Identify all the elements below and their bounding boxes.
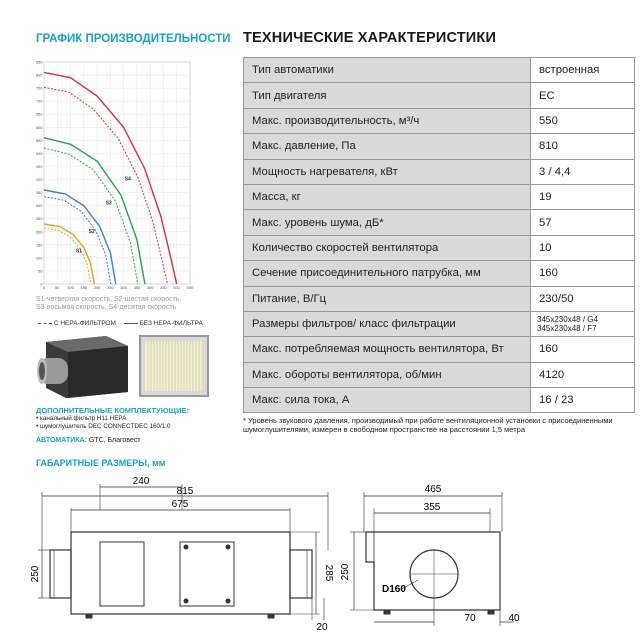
chart-title: ГРАФИК ПРОИЗВОДИТЕЛЬНОСТИ [36, 33, 231, 45]
accessories-list [36, 415, 171, 430]
y-tick-label: 850 [35, 59, 43, 65]
spec-key: Макс. потребляемая мощность вентилятора, Вт [244, 337, 531, 362]
x-tick-label: 100 [67, 285, 74, 290]
spec-value: 57 [531, 210, 635, 235]
spec-value: 19 [531, 184, 635, 209]
x-tick-label: 50 [55, 285, 60, 290]
dim-40: 40 [508, 613, 520, 624]
accessory-item: • шумоглушитель DEC CONNECTDEC 160/1.0 [36, 422, 171, 430]
table-row [244, 83, 635, 108]
y-tick-label: 100 [35, 255, 43, 261]
table-row [244, 235, 635, 260]
spec-key: Питание, В/Гц [244, 286, 531, 311]
spec-key: Тип двигателя [244, 83, 531, 108]
y-tick-label: 400 [35, 177, 43, 183]
spec-value: 550 [531, 108, 635, 133]
hepa-filter-image [134, 330, 214, 402]
x-tick-label: 150 [80, 285, 88, 290]
spec-value: встроенная [531, 58, 635, 83]
y-tick-label: 50 [38, 268, 43, 274]
spec-key: Сечение присоединительного патрубка, мм [244, 261, 531, 286]
table-row [244, 210, 635, 235]
series-line [44, 138, 145, 284]
filter-legend [38, 320, 203, 327]
y-tick-label: 550 [35, 137, 43, 143]
duct-filter-image [36, 332, 132, 400]
dim-250: 250 [30, 565, 41, 583]
y-tick-label: 0 [40, 281, 43, 287]
spec-value: 230/50 [531, 286, 635, 311]
y-tick-label: 600 [35, 124, 43, 130]
spec-key: Макс. сила тока, А [244, 388, 531, 413]
accessory-item: • канальный фильтр H11 HEPA [36, 415, 127, 422]
y-tick-label: 150 [35, 242, 43, 248]
dim-355: 355 [423, 502, 441, 513]
y-tick-label: 650 [35, 111, 43, 117]
spec-key: Макс. производительность, м³/ч [244, 108, 531, 133]
spec-value: 10 [531, 235, 635, 260]
y-tick-label: 250 [35, 216, 43, 222]
filter-size-f7: 345x230x48 / F7 [537, 324, 597, 334]
y-tick-label: 750 [35, 85, 43, 91]
spec-value: 3 / 4,4 [531, 159, 635, 184]
x-tick-label: 400 [146, 285, 154, 290]
y-tick-label: 450 [35, 163, 43, 169]
x-tick-label: 350 [133, 285, 141, 290]
table-row [244, 388, 635, 413]
series-label: S1 [75, 248, 82, 255]
table-row [244, 362, 635, 387]
table-row [244, 108, 635, 133]
spec-value: EC [531, 83, 635, 108]
end-view-drawing [338, 470, 636, 634]
automation-value: GTC, Благовест [88, 437, 141, 444]
performance-chart [34, 58, 192, 290]
table-row [244, 159, 635, 184]
y-tick-label: 800 [35, 72, 43, 78]
x-tick-label: 450 [160, 285, 167, 290]
x-tick-label: 500 [173, 285, 181, 290]
table-row [244, 337, 635, 362]
table-row [244, 286, 635, 311]
speed-legend [36, 296, 181, 312]
dashed-line-icon [38, 323, 52, 324]
automation-label: АВТОМАТИКА: [36, 437, 87, 444]
series-label: S2 [88, 229, 95, 236]
spec-value: 160 [531, 261, 635, 286]
spec-key: Макс. давление, Па [244, 134, 531, 159]
x-tick-label: 250 [107, 285, 114, 290]
solid-line-icon [124, 323, 138, 324]
dim-70: 70 [464, 613, 476, 624]
y-tick-label: 700 [35, 98, 43, 104]
table-row [244, 311, 635, 336]
chart-frame [44, 62, 190, 284]
spec-key: Размеры фильтров/ класс фильтрации [244, 311, 531, 336]
y-tick-label: 200 [35, 229, 43, 235]
series-label: S3 [105, 200, 112, 207]
filter-with-label: С НЕРА-ФИЛЬТРОМ [53, 320, 116, 327]
spec-value: 160 [531, 337, 635, 362]
x-tick-label: 550 [186, 285, 194, 290]
footnote: * Уровень звукового давления, производимый при работе вентиляционной установки с присоединенными шумоглушителями, измерен в свободном пространстве на расстоянии 1,5 метра [243, 416, 613, 435]
dim-250-end: 250 [340, 563, 351, 581]
series-line [44, 224, 94, 284]
series-line-hepa [44, 87, 167, 284]
dim-285: 285 [323, 564, 334, 582]
speed-legend-line: S1-четвертая скорость, S2-шестая скорость, [36, 296, 182, 303]
filter-without-label: БЕЗ НЕРА-ФИЛЬТРА [139, 320, 203, 327]
spec-value [531, 311, 635, 336]
spec-value: 4120 [531, 362, 635, 387]
dimensions-title: ГАБАРИТНЫЕ РАЗМЕРЫ, мм [36, 458, 166, 468]
dim-815: 815 [176, 486, 194, 497]
table-row [244, 134, 635, 159]
dim-20: 20 [316, 622, 328, 633]
side-view-drawing [28, 470, 358, 634]
spec-key: Мощность нагревателя, кВт [244, 159, 531, 184]
y-tick-label: 300 [35, 203, 43, 209]
table-row [244, 261, 635, 286]
y-tick-label: 350 [35, 190, 43, 196]
spec-key: Количество скоростей вентилятора [244, 235, 531, 260]
dim-d160: D160 [382, 584, 406, 595]
spec-key: Тип автоматики [244, 58, 531, 83]
series-label: S4 [124, 176, 131, 183]
x-tick-label: 200 [93, 285, 101, 290]
tech-title: ТЕХНИЧЕСКИЕ ХАРАКТЕРИСТИКИ [243, 30, 497, 46]
spec-key: Макс. уровень шума, дБ* [244, 210, 531, 235]
table-row [244, 58, 635, 83]
dim-465: 465 [424, 484, 442, 495]
spec-table [243, 57, 635, 413]
dim-240: 240 [132, 476, 150, 487]
spec-value: 16 / 23 [531, 388, 635, 413]
dim-675: 675 [171, 499, 189, 510]
x-tick-label: 0 [42, 285, 46, 290]
spec-key: Масса, кг [244, 184, 531, 209]
automation-line [36, 437, 141, 444]
y-tick-label: 500 [35, 150, 43, 156]
table-row [244, 184, 635, 209]
filter-size-g4: 345x230x48 / G4 [537, 315, 598, 325]
spec-key: Макс. обороты вентилятора, об/мин [244, 362, 531, 387]
x-tick-label: 300 [120, 285, 127, 290]
speed-legend-line: S3-восьмая скорость, S4-десятая скорость [36, 304, 177, 311]
spec-value: 810 [531, 134, 635, 159]
accessories-title: ДОПОЛНИТЕЛЬНЫЕ КОМПЛЕКТУЮЩИЕ: [36, 406, 189, 415]
